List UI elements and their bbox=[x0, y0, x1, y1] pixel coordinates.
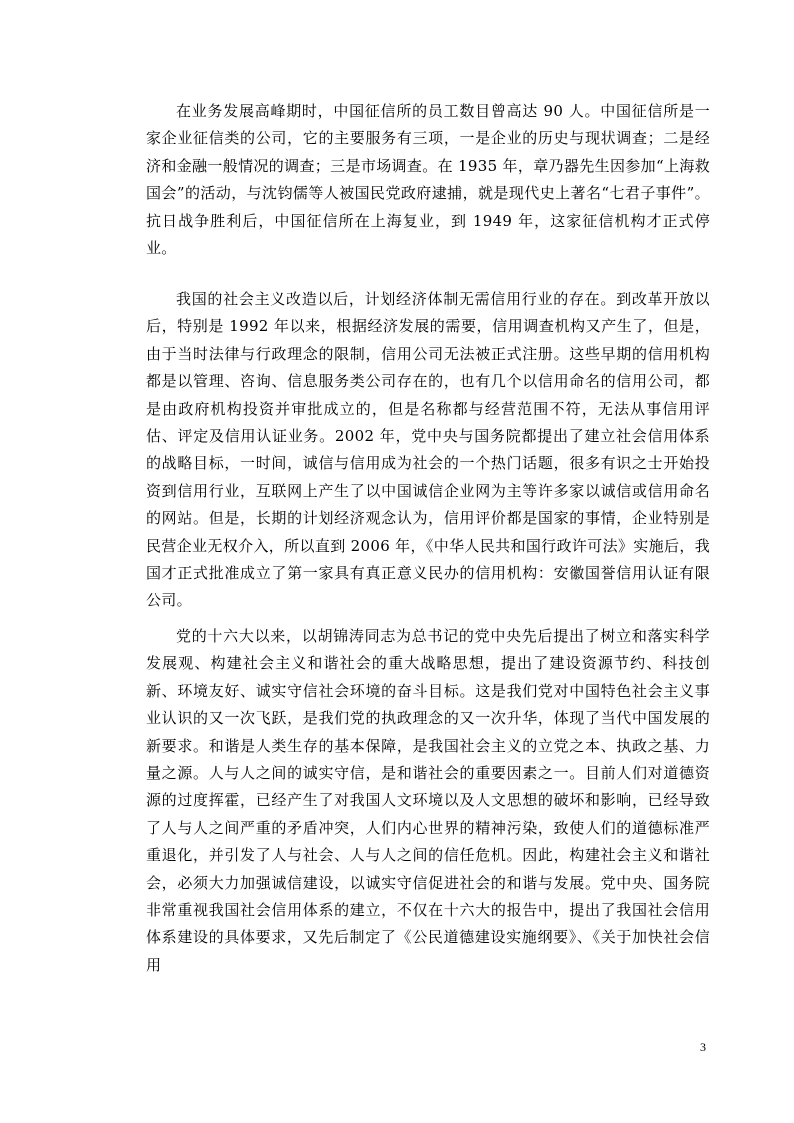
body-paragraph: 在业务发展高峰期时，中国征信所的员工数目曾高达 90 人。中国征信所是一家企业征信类的公司，它的主要服务有三项，一是企业的历史与现状调查；二是经济和金融一般情况的调查；三是市场调查。在 1935 年，章乃器先生因参加“上海救国会”的活动，与沈钧儒等人被国民党政府逮捕，就是现代史上著名“七君子事件”。抗日战争胜利后，中国征信所在上海复业，到 1949 年，这家征信机构才正式停业。 bbox=[146, 102, 710, 258]
body-paragraph: 党的十六大以来，以胡锦涛同志为总书记的党中央先后提出了树立和落实科学发展观、构建社会主义和谐社会的重大战略思想，提出了建设资源节约、科技创新、环境友好、诚实守信社会环境的奋斗目标。这是我们党对中国特色社会主义事业认识的又一次飞跃，是我们党的执政理念的又一次升华，体现了当代中国发展的新要求。和谐是人类生存的基本保障，是我国社会主义的立党之本、执政之基、力量之源。人与人之间的诚实守信，是和谐社会的重要因素之一。目前人们对道德资源的过度挥霍，已经产生了对我国人文环境以及人文思想的破坏和影响，已经导致了人与人之间严重的矛盾冲突，人们内心世界的精神污染，致使人们的道德标准严重退化，并引发了人与社会、人与人之间的信任危机。因此，构建社会主义和谐社会，必须大力加强诚信建设，以诚实守信促进社会的和谐与发展。党中央、国务院非常重视我国社会信用体系的建立，不仅在十六大的报告中，提出了我国社会信用体系建设的具体要求，又先后制定了《公民道德建设实施纲要》、《关于加快社会信用 bbox=[146, 627, 710, 974]
body-paragraph: 我国的社会主义改造以后，计划经济体制无需信用行业的存在。到改革开放以后，特别是 1992 年以来，根据经济发展的需要，信用调查机构又产生了，但是，由于当时法律与行政理念的限制，信用公司无法被正式注册。这些早期的信用机构都是以管理、咨询、信息服务类公司存在的，也有几个以信用命名的信用公司，都是由政府机构投资并审批成立的，但是名称都与经营范围不符，无法从事信用评估、评定及信用认证业务。2002 年，党中央与国务院都提出了建立社会信用体系的战略目标，一时间，诚信与信用成为社会的一个热门话题，很多有识之士开始投资到信用行业，互联网上产生了以中国诚信企业网为主等许多家以诚信或信用命名的网站。但是，长期的计划经济观念认为，信用评价都是国家的事情，企业特别是民营企业无权介入，所以直到 2006 年，《中华人民共和国行政许可法》实施后，我国才正式批准成立了第一家具有真正意义民办的信用机构：安徽国誉信用认证有限公司。 bbox=[146, 290, 710, 610]
page-number: 3 bbox=[700, 1040, 706, 1054]
